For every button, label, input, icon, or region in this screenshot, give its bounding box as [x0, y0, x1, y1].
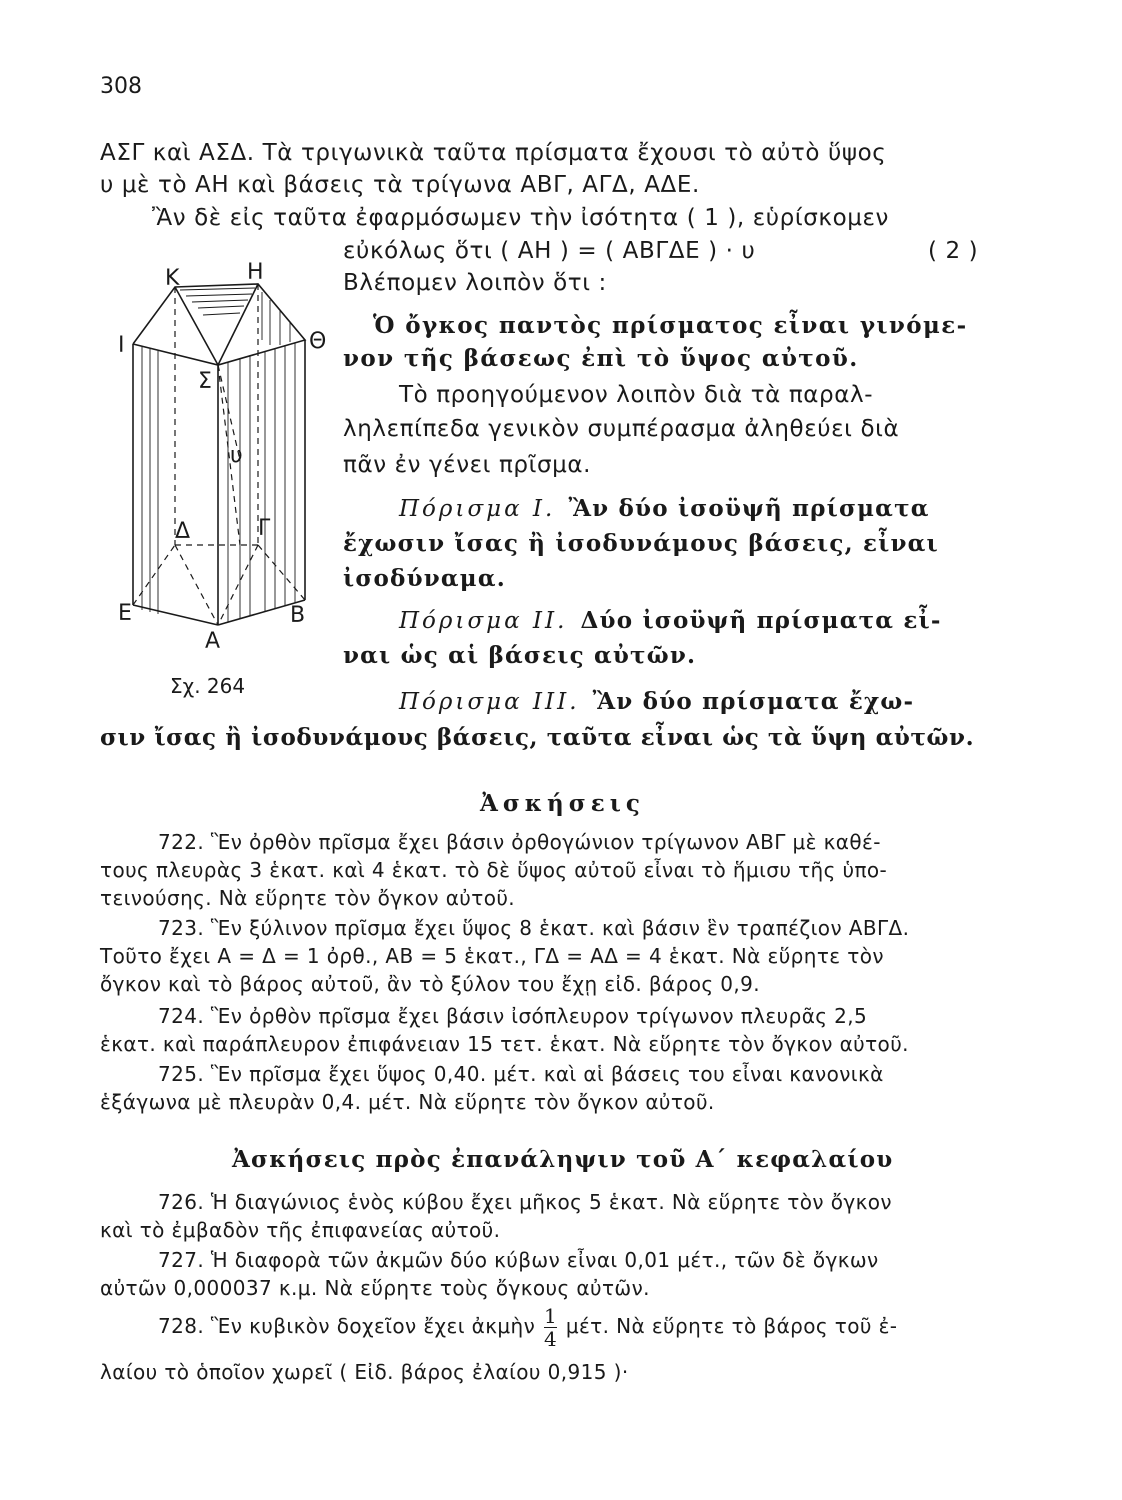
- exercise-725-line-1: 725. Ἓν πρῖσμα ἔχει ὕψος 0,40. μέτ. καὶ αἱ βάσεις του εἶναι κανονικὰ: [158, 1062, 884, 1086]
- fraction-denominator: 4: [543, 1327, 558, 1351]
- exercise-725-line-2: ἑξάγωνα μὲ πλευρὰν 0,4. μέτ. Νὰ εὕρητε τὸν ὄγκον αὐτοῦ.: [100, 1090, 715, 1114]
- porisma-1-text: Ἂν δύο ἰσοϋψῆ πρίσματα: [568, 495, 930, 522]
- porisma-3-line-2: σιν ἴσας ἢ ἰσοδυνάμους βάσεις, ταῦτα εἶναι ὡς τὰ ὕψη αὐτῶν.: [100, 724, 975, 751]
- equation-number: ( 2 ): [928, 238, 979, 264]
- intro-line-2: υ μὲ τὸ ΑΗ καὶ βάσεις τὰ τρίγωνα ΑΒΓ, ΑΓΔ, ΑΔΕ.: [100, 172, 700, 198]
- porisma-2-label: Πόρισμα II.: [399, 608, 568, 634]
- porisma-2-line-1: [399, 607, 942, 634]
- general-line-3: πᾶν ἐν γένει πρῖσμα.: [343, 452, 592, 478]
- label-delta: Δ: [175, 519, 191, 544]
- exercise-728-post: μέτ. Νὰ εὕρητε τὸ βάρος τοῦ ἐ-: [565, 1314, 898, 1338]
- exercise-728-pre: 728. Ἓν κυβικὸν δοχεῖον ἔχει ἀκμὴν: [158, 1314, 536, 1338]
- exercise-723-line-2: Τοῦτο ἔχει Α = Δ = 1 ὀρθ., ΑΒ = 5 ἑκατ., ΓΔ = ΑΔ = 4 ἑκατ. Νὰ εὕρητε τὸν: [100, 944, 884, 968]
- review-heading: Ἀσκήσεις πρὸς ἐπανάληψιν τοῦ Α΄ κεφαλαίου: [232, 1146, 894, 1173]
- porisma-2-text: Δύο ἰσοϋψῆ πρίσματα εἶ-: [580, 607, 942, 634]
- label-k: Κ: [165, 266, 180, 291]
- label-b: Β: [290, 603, 306, 628]
- label-h: Η: [247, 260, 264, 285]
- exercise-724-line-2: ἑκατ. καὶ παράπλευρον ἐπιφάνειαν 15 τετ. ἑκατ. Νὰ εὕρητε τὸν ὄγκον αὐτοῦ.: [100, 1032, 909, 1056]
- exercise-728-line-2: λαίου τὸ ὁποῖον χωρεῖ ( Εἰδ. βάρος ἐλαίου 0,915 )·: [100, 1360, 629, 1384]
- fraction-one-quarter: [544, 1305, 557, 1350]
- exercise-722-line-2: τους πλευρὰς 3 ἑκατ. καὶ 4 ἑκατ. τὸ δὲ ὕψος αὐτοῦ εἶναι τὸ ἥμισυ τῆς ὑπο-: [100, 858, 888, 882]
- exercise-722-line-3: τεινούσης. Νὰ εὕρητε τὸν ὄγκον αὐτοῦ.: [100, 886, 516, 910]
- prism-top-face: [133, 284, 305, 365]
- label-sigma: Σ: [198, 369, 212, 394]
- intro-line-1: ΑΣΓ καὶ ΑΣΔ. Τὰ τριγωνικὰ ταῦτα πρίσματα ἔχουσι τὸ αὐτὸ ὕψος: [100, 140, 887, 166]
- exercise-723-line-3: ὄγκον καὶ τὸ βάρος αὐτοῦ, ἂν τὸ ξύλον του ἔχῃ εἰδ. βάρος 0,9.: [100, 972, 760, 996]
- exercise-722-line-1: 722. Ἓν ὀρθὸν πρῖσμα ἔχει βάσιν ὀρθογώνιον τρίγωνον ΑΒΓ μὲ καθέ-: [158, 830, 881, 854]
- exercise-727-line-2: αὐτῶν 0,000037 κ.μ. Νὰ εὕρητε τοὺς ὄγκους αὐτῶν.: [100, 1276, 650, 1300]
- porisma-1-label: Πόρισμα I.: [399, 496, 556, 522]
- intro-line-5: Βλέπομεν λοιπὸν ὅτι :: [343, 270, 607, 296]
- intro-line-4: εὐκόλως ὅτι ( ΑΗ ) = ( ΑΒΓΔΕ ) · υ: [343, 238, 756, 264]
- porisma-1-line-3: ἰσοδύναμα.: [343, 565, 506, 592]
- exercise-723-line-1: 723. Ἓν ξύλινον πρῖσμα ἔχει ὕψος 8 ἑκατ. καὶ βάσιν ἓν τραπέζιον ΑΒΓΔ.: [158, 916, 910, 940]
- label-e: Ε: [118, 601, 132, 626]
- label-a: Α: [205, 629, 221, 654]
- porisma-3-line-1: [399, 688, 914, 715]
- label-gamma: Γ: [258, 516, 271, 541]
- porisma-1-line-1: [399, 495, 930, 522]
- page-number: 308: [100, 74, 142, 99]
- exercises-heading: Ἀσκήσεις: [480, 790, 645, 817]
- exercise-726-line-2: καὶ τὸ ἐμβαδὸν τῆς ἐπιφανείας αὐτοῦ.: [100, 1218, 501, 1242]
- prism-figure: [105, 250, 345, 700]
- intro-line-3: Ἂν δὲ εἰς ταῦτα ἐφαρμόσωμεν τὴν ἰσότητα ( 1 ), εὑρίσκομεν: [152, 205, 889, 231]
- theorem-line-1: Ὁ ὄγκος παντὸς πρίσματος εἶναι γινόμε-: [373, 312, 968, 339]
- porisma-2-line-2: ναι ὡς αἱ βάσεις αὐτῶν.: [343, 642, 697, 669]
- exercise-726-line-1: 726. Ἡ διαγώνιος ἑνὸς κύβου ἔχει μῆκος 5 ἑκατ. Νὰ εὕρητε τὸν ὄγκον: [158, 1190, 892, 1214]
- porisma-1-line-2: ἔχωσιν ἴσας ἢ ἰσοδυνάμους βάσεις, εἶναι: [343, 530, 939, 557]
- general-line-2: ληλεπίπεδα γενικὸν συμπέρασμα ἀληθεύει διὰ: [343, 416, 900, 442]
- label-theta: Θ: [309, 329, 327, 354]
- theorem-line-2: νον τῆς βάσεως ἐπὶ τὸ ὕψος αὐτοῦ.: [343, 345, 859, 372]
- exercise-727-line-1: 727. Ἡ διαφορὰ τῶν ἀκμῶν δύο κύβων εἶναι 0,01 μέτ., τῶν δὲ ὄγκων: [158, 1248, 879, 1272]
- figure-caption: Σχ. 264: [170, 674, 246, 698]
- label-i: Ι: [118, 333, 125, 358]
- fraction-numerator: 1: [543, 1304, 558, 1328]
- porisma-3-label: Πόρισμα III.: [399, 689, 580, 715]
- exercise-724-line-1: 724. Ἓν ὀρθὸν πρῖσμα ἔχει βάσιν ἰσόπλευρον τρίγωνον πλευρᾶς 2,5: [158, 1004, 868, 1028]
- exercise-728-line-1: [158, 1305, 897, 1350]
- general-line-1: Τὸ προηγούμενον λοιπὸν διὰ τὰ παραλ-: [399, 382, 874, 408]
- porisma-3-text: Ἂν δύο πρίσματα ἔχω-: [592, 688, 915, 715]
- label-u: υ: [230, 443, 243, 468]
